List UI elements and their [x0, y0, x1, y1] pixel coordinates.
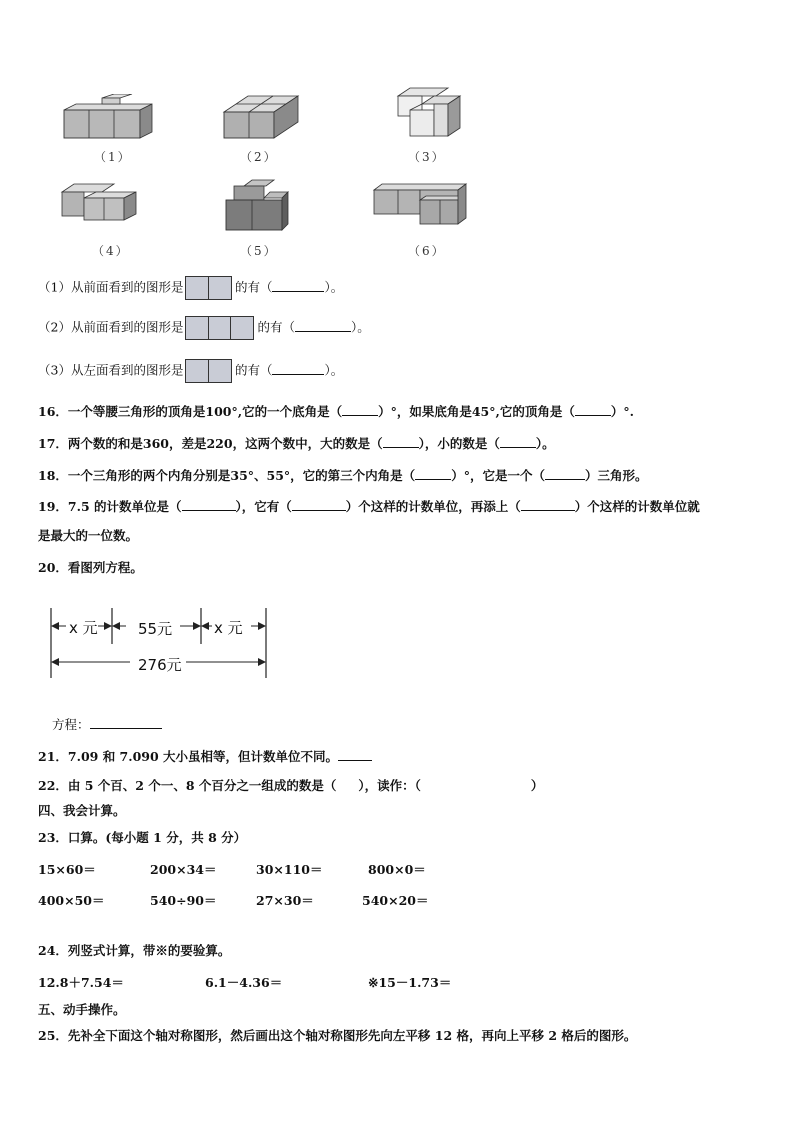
- view-question-3: （3）从左面看到的图形是 的有（ ）。: [38, 359, 343, 383]
- cube-figure-2: [222, 94, 302, 144]
- mental-math-6: 540÷90＝: [150, 893, 217, 908]
- answer-blank-19c[interactable]: [521, 498, 575, 511]
- segment-label-x-2: x 元: [214, 619, 243, 637]
- mental-math-2: 200×34＝: [150, 862, 217, 877]
- figure-caption-4: （4）: [92, 244, 130, 258]
- front-view-two-squares: [185, 276, 232, 300]
- column-calc-1: 12.8＋7.54＝: [38, 975, 124, 990]
- segment-label-x-1: x 元: [69, 619, 98, 637]
- answer-blank-17b[interactable]: [500, 435, 536, 448]
- question-23-title: 23．口算。(每小题 1 分，共 8 分）: [38, 830, 247, 845]
- answer-blank-16b[interactable]: [575, 403, 611, 416]
- answer-blank-19a[interactable]: [182, 498, 236, 511]
- figure-caption-2: （2）: [240, 150, 278, 164]
- cube-figure-4: [60, 182, 140, 222]
- answer-blank-18b[interactable]: [545, 467, 585, 480]
- view-question-2: （2）从前面看到的图形是 的有（ ）。: [38, 316, 370, 340]
- question-19-line2: 是最大的一位数。: [38, 528, 139, 543]
- figure-caption-3: （3）: [408, 150, 446, 164]
- question-22: 22．由 5 个百、2 个一、8 个百分之一组成的数是（ ），读作：（ ）: [38, 778, 544, 793]
- equation-answer-blank[interactable]: [90, 716, 162, 729]
- equation-line: 方程：: [52, 716, 162, 733]
- cube-figure-6: [372, 182, 472, 228]
- answer-blank-view-3[interactable]: [272, 362, 324, 375]
- segment-label-total: 276元: [138, 656, 182, 674]
- mental-math-8: 540×20＝: [362, 893, 429, 908]
- question-19: 19．7.5 的计数单位是（ ），它有（ ）个这样的计数单位，再添上（ ）个这样的计数单位就: [38, 499, 700, 514]
- segment-label-55: 55元: [138, 620, 173, 638]
- answer-blank-view-2[interactable]: [295, 319, 351, 332]
- answer-blank-17a[interactable]: [383, 435, 419, 448]
- answer-blank-19b[interactable]: [292, 498, 346, 511]
- question-17: 17．两个数的和是360，差是220，这两个数中，大的数是（ ），小的数是（ ）。: [38, 436, 555, 451]
- question-18: 18．一个三角形的两个内角分别是35°、55°，它的第三个内角是（ ）°，它是一个（ ）三角形。: [38, 468, 648, 483]
- figure-caption-6: （6）: [408, 244, 446, 258]
- question-24-title: 24．列竖式计算，带※的要验算。: [38, 943, 231, 958]
- answer-blank-21[interactable]: [338, 748, 372, 761]
- mental-math-5: 400×50＝: [38, 893, 105, 908]
- section-4-heading: 四、我会计算。: [38, 803, 126, 818]
- answer-blank-18a[interactable]: [415, 467, 451, 480]
- question-21: 21．7.09 和 7.090 大小虽相等，但计数单位不同。: [38, 748, 372, 765]
- figure-caption-5: （5）: [240, 244, 278, 258]
- question-16: 16．一个等腰三角形的顶角是100°,它的一个底角是（ ）°，如果底角是45°,它的顶角是（ ）°.: [38, 404, 634, 419]
- mental-math-1: 15×60＝: [38, 862, 96, 877]
- left-view-two-squares: [185, 359, 232, 383]
- figure-caption-1: （1）: [94, 150, 132, 164]
- answer-blank-16a[interactable]: [342, 403, 378, 416]
- mental-math-3: 30×110＝: [256, 862, 323, 877]
- mental-math-4: 800×0＝: [368, 862, 426, 877]
- mental-math-7: 27×30＝: [256, 893, 314, 908]
- section-5-heading: 五、动手操作。: [38, 1002, 126, 1017]
- column-calc-3: ※15－1.73＝: [368, 975, 452, 990]
- column-calc-2: 6.1－4.36＝: [205, 975, 283, 990]
- front-view-three-squares: [185, 316, 254, 340]
- answer-blank-view-1[interactable]: [272, 279, 324, 292]
- question-25: 25．先补全下面这个轴对称图形，然后画出这个轴对称图形先向左平移 12 格，再向上平移 2 格后的图形。: [38, 1028, 637, 1043]
- cube-figure-1: [62, 94, 154, 144]
- question-20-title: 20．看图列方程。: [38, 560, 143, 575]
- cube-figure-5: [224, 178, 290, 234]
- view-question-1: （1）从前面看到的图形是 的有（ ）。: [38, 276, 343, 300]
- cube-figure-3: [396, 86, 466, 146]
